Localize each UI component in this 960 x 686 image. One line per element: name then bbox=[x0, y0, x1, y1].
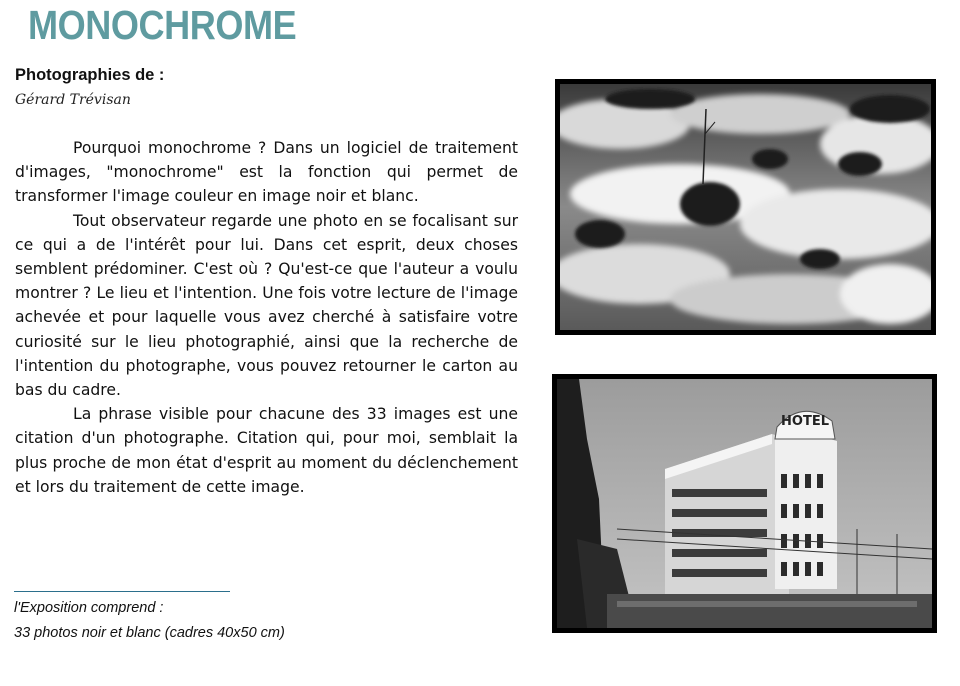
paragraph-2: Tout observateur regarde une photo en se focalisant sur ce qui a de l'intérêt pour lui. Dans cet esprit, deux choses semblent prédominer. C'est où ? Qu'est-ce que l'auteur a voulu montrer ? Le lieu et l'intention. Une fois votre lecture de l'image achevée et pour laquelle vous avez cherché à satisfaire votre curiosité sur le lieu photographié, ainsi que la recherche de l'intention du photographe, vous pouvez retourner le carton au bas du cadre. bbox=[15, 211, 518, 400]
waterfall-image bbox=[560, 84, 931, 330]
page-title: MONOCHROME bbox=[28, 2, 297, 48]
exposition-label: l'Exposition comprend : bbox=[14, 600, 164, 616]
waterfall-photo bbox=[555, 79, 936, 335]
paragraph-3: La phrase visible pour chacune des 33 images est une citation d'un photographe. Citation qui, pour moi, semblait la plus proche de mon état d'esprit au moment du déclenchement et lors du traitement de cette image. bbox=[15, 405, 518, 496]
body-text bbox=[15, 136, 518, 499]
paragraph-1: Pourquoi monochrome ? Dans un logiciel de traitement d'images, "monochrome" est la fonction qui permet de transformer l'image couleur en image noir et blanc. bbox=[15, 139, 518, 206]
hotel-photo bbox=[552, 374, 937, 633]
exposition-detail: 33 photos noir et blanc (cadres 40x50 cm) bbox=[14, 625, 285, 641]
hotel-sign: HOTEL bbox=[781, 414, 829, 429]
hotel-image bbox=[557, 379, 932, 628]
author-name: Gérard Trévisan bbox=[15, 92, 131, 108]
byline: Photographies de : bbox=[15, 66, 165, 84]
divider bbox=[14, 591, 230, 592]
